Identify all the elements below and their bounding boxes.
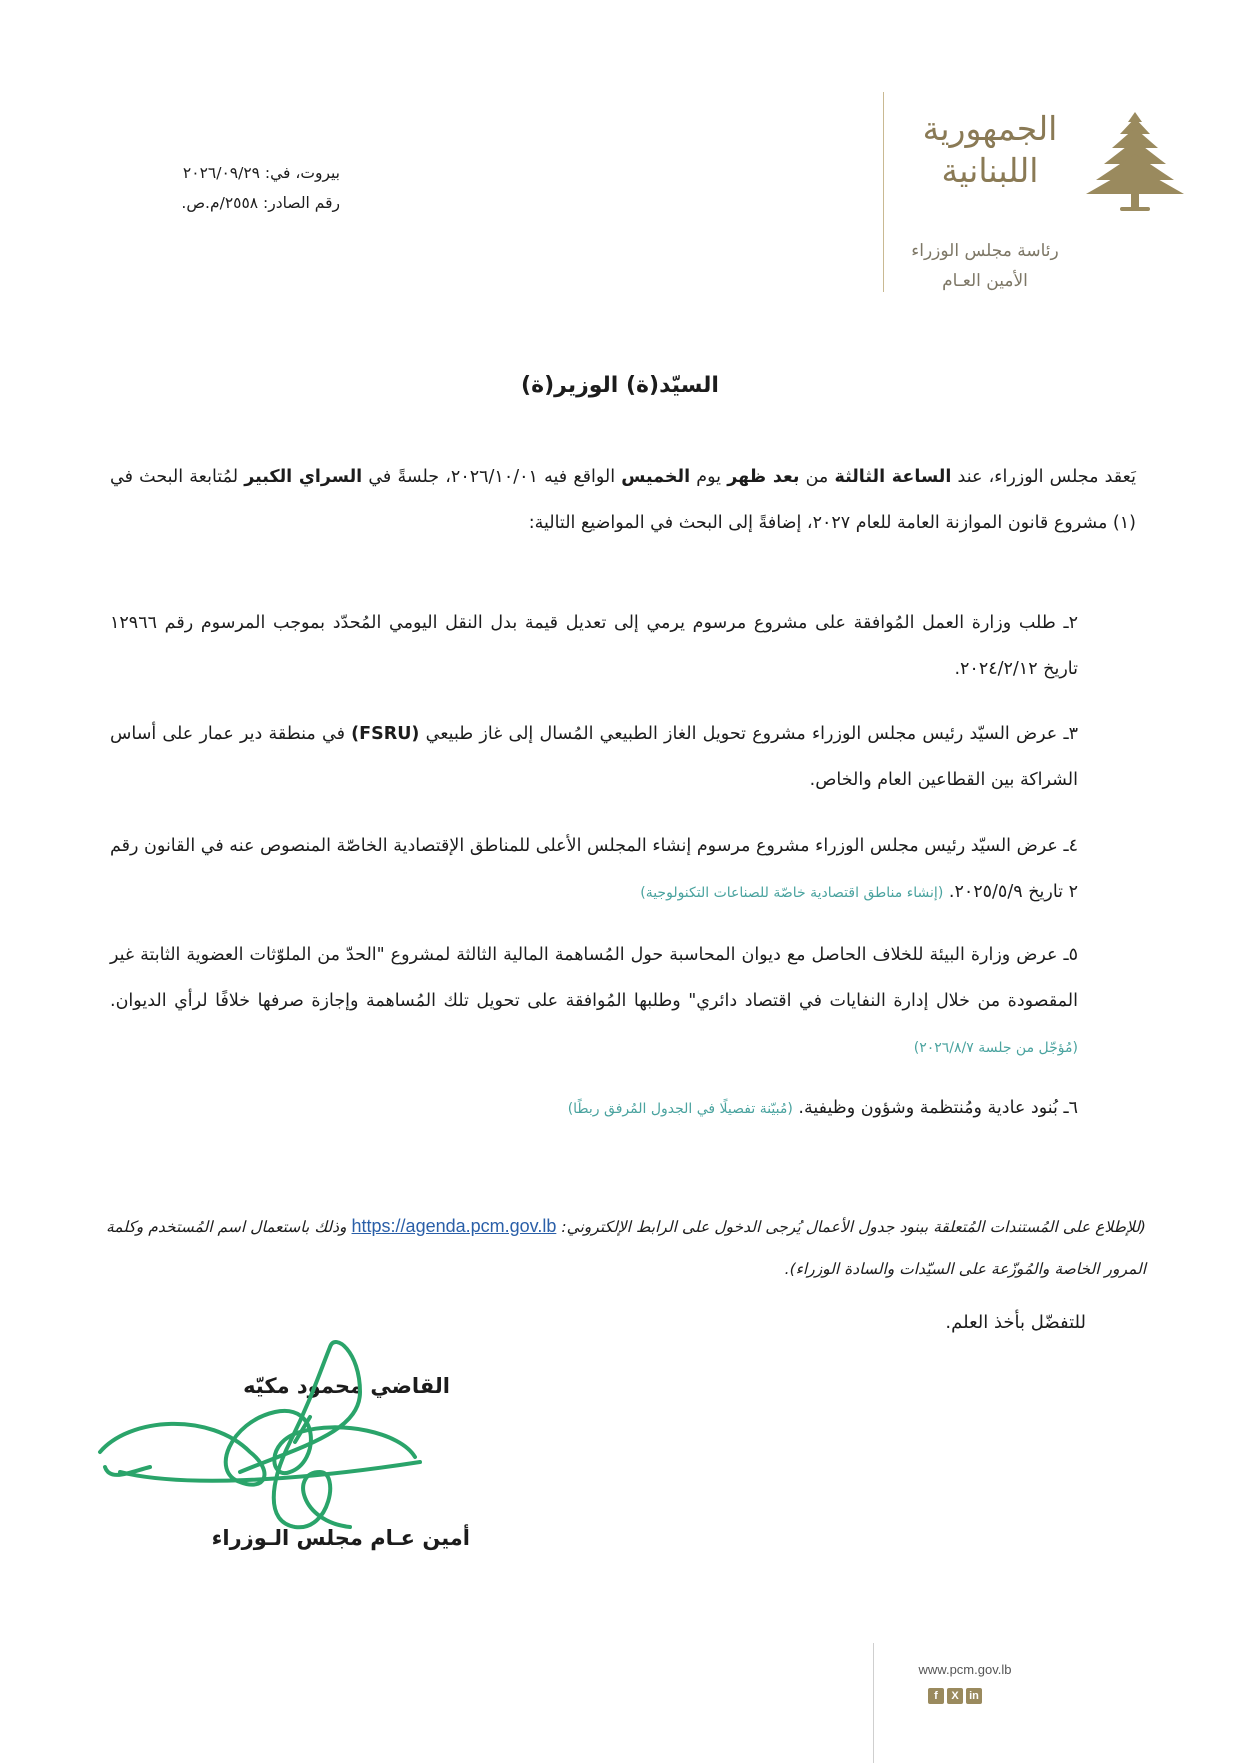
republic-line-2: اللبنانية [941, 151, 1039, 190]
agenda-item-text: ٢ـ طلب وزارة العمل المُوافقة على مشروع مرسوم يرمي إلى تعديل قيمة بدل النقل اليومي المُحدّد بموجب المرسوم رقم ١٢٩٦٦ تاريخ ٢٠٢٤/٢/١٢. [110, 613, 1078, 679]
agenda-item-fsru: (FSRU) [351, 724, 420, 744]
agenda-portal-link[interactable]: https://agenda.pcm.gov.lb [351, 1216, 557, 1236]
intro-bold-place: السراي الكبير [244, 467, 363, 487]
linkedin-icon[interactable]: in [966, 1688, 982, 1704]
signer-name: القاضي محمود مكيّه [243, 1374, 450, 1398]
access-text-1: (للإطلاع على المُستندات المُتعلقة ببنود جدول الأعمال يُرجى الدخول على الرابط الإلكتروني: [556, 1218, 1146, 1236]
intro-text-4: الواقع فيه ٢٠٢٦/١٠/٠١، جلسةً في [362, 467, 622, 487]
agenda-item-6 [110, 1085, 1078, 1132]
intro-bold-day: الخميس [621, 467, 691, 487]
intro-bold-time: الساعة الثالثة [834, 467, 952, 487]
header-divider [883, 92, 884, 292]
presidency-line-2: الأمين العـام [942, 271, 1028, 291]
signer-title: أمين عـام مجلس الـوزراء [211, 1526, 470, 1550]
footer-divider [873, 1643, 874, 1763]
agenda-item-note: (إنشاء مناطق اقتصادية خاصّة للصناعات التكنولوجية) [640, 885, 944, 901]
signature-scribble [90, 1322, 480, 1552]
facebook-icon[interactable]: f [928, 1688, 944, 1704]
agenda-item-text-cont: في منطقة دير عمار على أساس الشراكة بين القطاعين العام والخاص. [110, 724, 1078, 790]
agenda-item-text: ٥ـ عرض وزارة البيئة للخلاف الحاصل مع ديوان المحاسبة حول المُساهمة المالية الثالثة لمشروع "الحدّ من الملوّثات العضوية الثابتة غير المقصودة من خلال إدارة النفايات في اقتصاد دائري" وطلبها المُوافقة على تحويل تلك المُساهمة وإجازة صرفها خلافًا لرأي الديوان. [110, 945, 1078, 1011]
republic-line-1: الجمهورية [922, 109, 1058, 148]
closing-line: للتفضّل بأخذ العلم. [945, 1312, 1086, 1333]
footer-website[interactable]: www.pcm.gov.lb [918, 1662, 1012, 1677]
presidency-line-1: رئاسة مجلس الوزراء [911, 241, 1059, 261]
intro-bold-afternoon: بعد ظهر [727, 467, 800, 487]
intro-text-2: من [799, 467, 835, 487]
access-text-2: وذلك باستعمال اسم المُستخدم وكلمة المرور الخاصة والمُوزّعة على السيّدات والسادة الوزراء). [106, 1218, 1146, 1278]
agenda-item-2 [110, 600, 1078, 692]
date-line: بيروت، في: ٢٠٢٦/٠٩/٢٩ [182, 164, 340, 182]
intro-text-3: يوم [690, 467, 728, 487]
agenda-item-3 [110, 711, 1078, 803]
reference-number: رقم الصادر: ٢٥٥٨/م.ص. [181, 194, 340, 212]
agenda-item-4 [110, 823, 1078, 916]
footer-socials [928, 1688, 982, 1705]
agenda-item-text: ٣ـ عرض السيّد رئيس مجلس الوزراء مشروع تحويل الغاز الطبيعي المُسال إلى غاز طبيعي [419, 724, 1078, 744]
intro-paragraph [110, 454, 1136, 546]
x-icon[interactable]: X [947, 1688, 963, 1704]
intro-text-5: لمُتابعة البحث في (١) مشروع قانون الموازنة العامة للعام ٢٠٢٧، إضافةً إلى البحث في المواضيع التالية: [110, 467, 1136, 533]
date-block [120, 158, 340, 218]
agenda-item-note: (مُؤجّل من جلسة ٢٠٢٦/٨/٧) [913, 1040, 1078, 1056]
agenda-item-note: (مُبيّنة تفصيلًا في الجدول المُرفق ربطًا) [567, 1101, 793, 1117]
agenda-item-5 [110, 932, 1078, 1071]
republic-emblem-text [915, 108, 1065, 192]
agenda-item-text: ٦ـ بُنود عادية ومُنتظمة وشؤون وظيفية. [792, 1098, 1078, 1118]
access-instructions [106, 1205, 1146, 1290]
addressee-title: السيّد(ة) الوزير(ة) [521, 373, 719, 398]
presidency-heading [905, 236, 1065, 296]
agenda-item-text: ٤ـ عرض السيّد رئيس مجلس الوزراء مشروع مرسوم إنشاء المجلس الأعلى للمناطق الإقتصادية الخاصّة المنصوص عنه في القانون رقم ٢ تاريخ ٢٠٢٥/٥/٩. [110, 836, 1078, 902]
cedar-logo-icon [1080, 108, 1190, 216]
intro-text-1: يَعقد مجلس الوزراء، عند [951, 467, 1136, 487]
